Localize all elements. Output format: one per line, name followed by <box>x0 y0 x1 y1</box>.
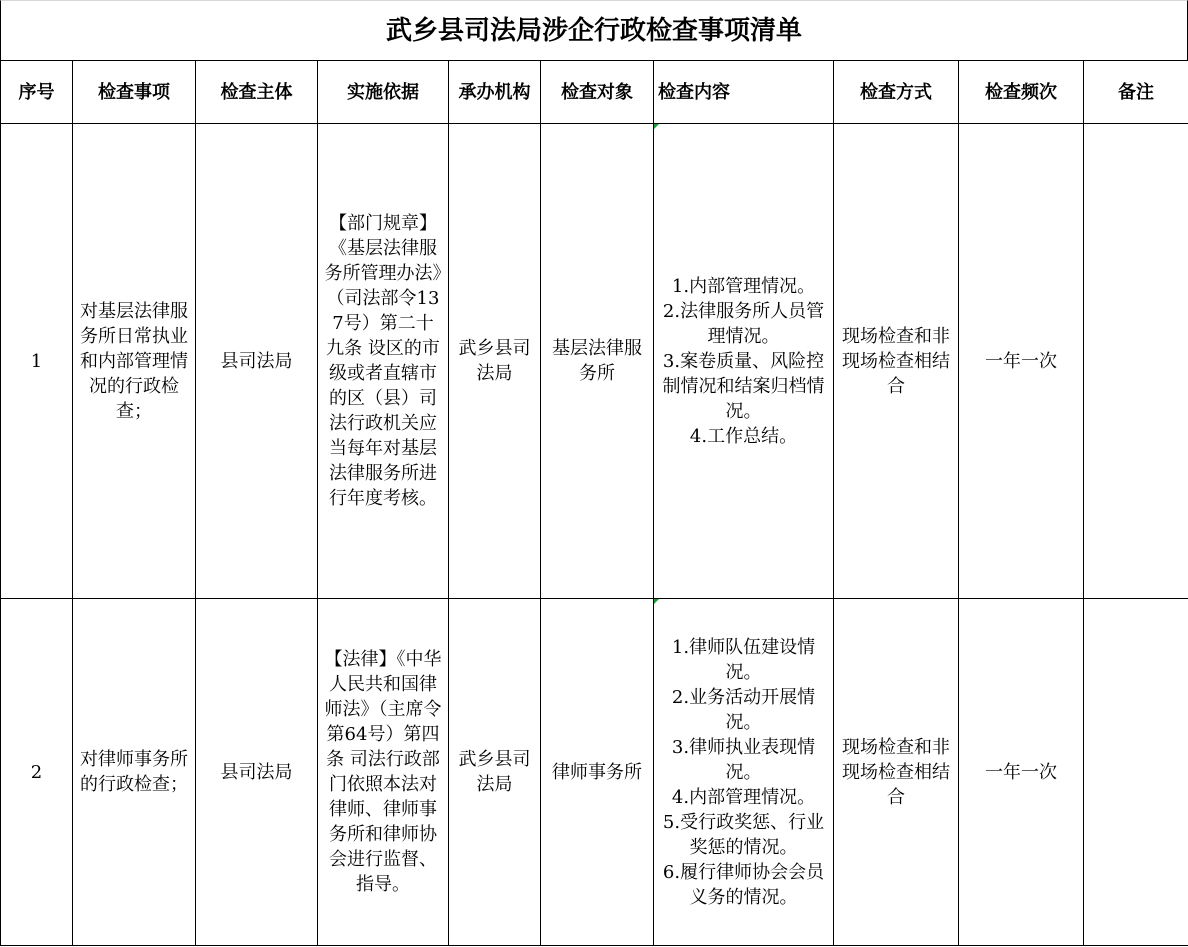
content-line: 2.业务活动开展情况。 <box>671 686 816 733</box>
content-line: 1.律师队伍建设情况。 <box>671 636 816 683</box>
header-seq: 序号 <box>1 61 73 124</box>
content-line: 5.受行政奖惩、行业奖惩的情况。 <box>662 811 825 858</box>
cell-target: 基层法律服务所 <box>541 124 654 599</box>
header-content: 检查内容 <box>654 61 834 124</box>
cell-method: 现场检查和非现场检查相结合 <box>834 599 959 946</box>
header-basis: 实施依据 <box>318 61 449 124</box>
header-subject: 检查主体 <box>196 61 318 124</box>
header-method: 检查方式 <box>834 61 959 124</box>
table-row <box>1 124 1188 599</box>
content-list <box>660 274 827 449</box>
content-line: 4.工作总结。 <box>689 425 798 447</box>
cell-item: 对基层法律服务所日常执业和内部管理情况的行政检查； <box>73 124 196 599</box>
cell-basis: 【部门规章】《基层法律服务所管理办法》（司法部令137号）第二十九条 设区的市级或者直辖市的区（县）司法行政机关应当每年对基层法律服务所进行年度考核。 <box>318 124 449 599</box>
cell-basis: 【法律】《中华人民共和国律师法》（主席令第64号）第四条 司法行政部门依照本法对律师、律师事务所和律师协会进行监督、指导。 <box>318 599 449 946</box>
cell-remark <box>1084 599 1188 946</box>
content-line: 4.内部管理情况。 <box>671 786 816 808</box>
cell-subject: 县司法局 <box>196 599 318 946</box>
header-frequency: 检查频次 <box>959 61 1084 124</box>
cell-seq: 2 <box>1 599 73 946</box>
content-line: 6.履行律师协会会员义务的情况。 <box>662 861 825 908</box>
cell-seq: 1 <box>1 124 73 599</box>
cell-remark <box>1084 124 1188 599</box>
header-agency: 承办机构 <box>449 61 541 124</box>
cell-method: 现场检查和非现场检查相结合 <box>834 124 959 599</box>
header-row <box>1 61 1188 124</box>
sheet-title: 武乡县司法局涉企行政检查事项清单 <box>0 0 1188 60</box>
content-line: 1.内部管理情况。 <box>671 275 816 297</box>
header-remark: 备注 <box>1084 61 1188 124</box>
cell-item: 对律师事务所的行政检查； <box>73 599 196 946</box>
cell-frequency: 一年一次 <box>959 124 1084 599</box>
header-item: 检查事项 <box>73 61 196 124</box>
inspection-table <box>0 60 1188 946</box>
cell-frequency: 一年一次 <box>959 599 1084 946</box>
header-target: 检查对象 <box>541 61 654 124</box>
content-line: 3.律师执业表现情况。 <box>671 736 816 783</box>
cell-content <box>654 124 834 599</box>
content-list <box>660 635 827 910</box>
content-line: 3.案卷质量、风险控制情况和结案归档情况。 <box>662 350 825 422</box>
comment-marker <box>654 599 659 604</box>
cell-subject: 县司法局 <box>196 124 318 599</box>
table-row <box>1 599 1188 946</box>
cell-content <box>654 599 834 946</box>
cell-agency: 武乡县司法局 <box>449 124 541 599</box>
content-line: 2.法律服务所人员管理情况。 <box>662 300 825 347</box>
cell-agency: 武乡县司法局 <box>449 599 541 946</box>
comment-marker <box>654 124 659 129</box>
cell-target: 律师事务所 <box>541 599 654 946</box>
